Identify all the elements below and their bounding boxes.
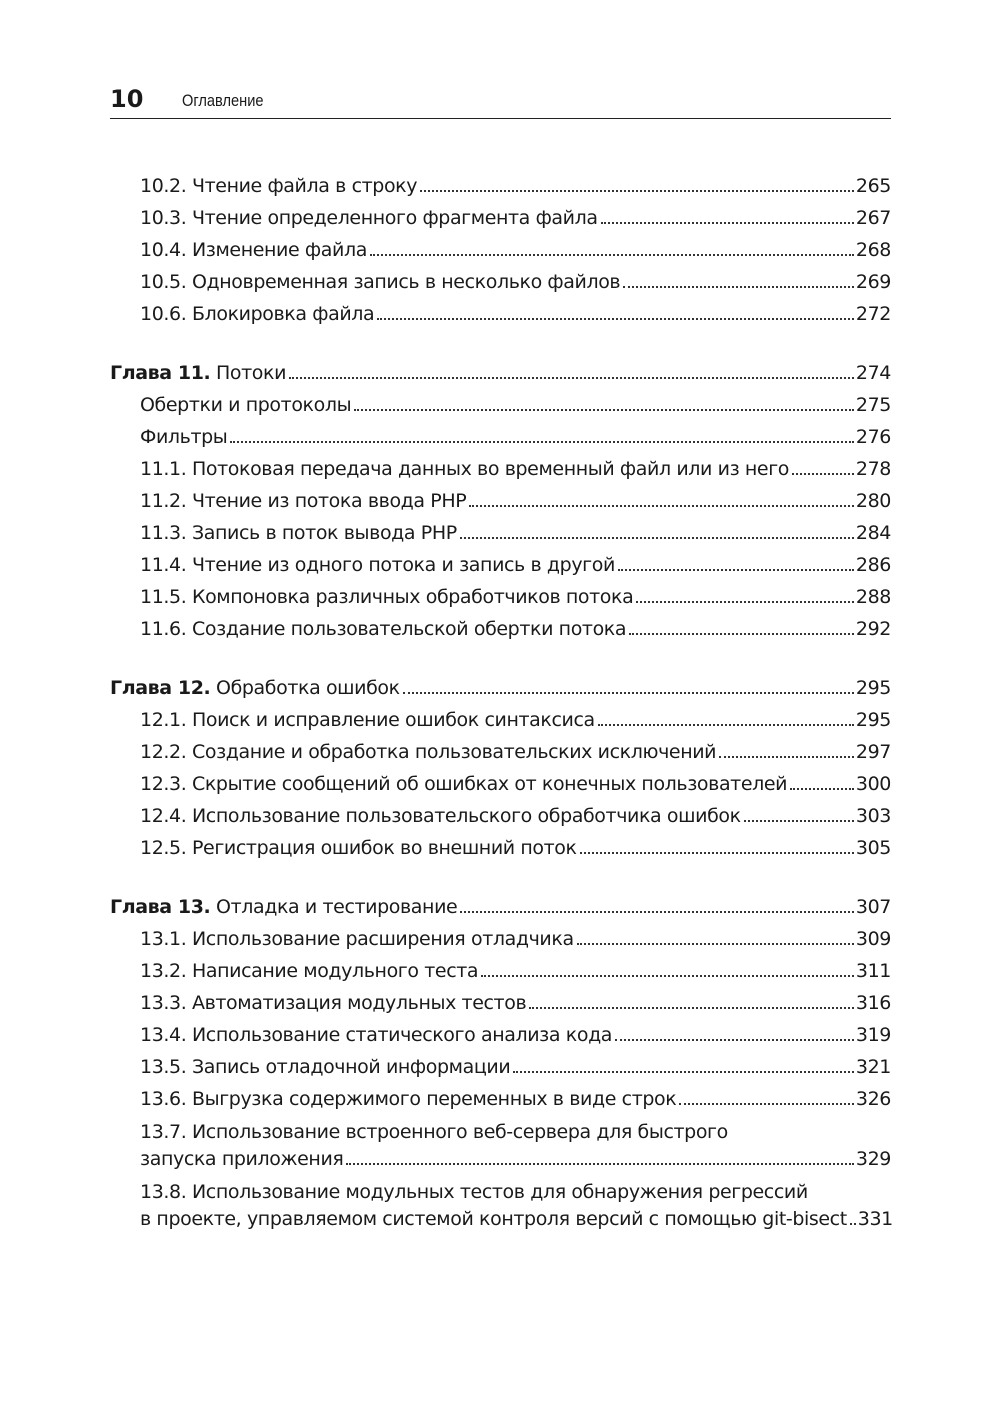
dot-leader xyxy=(289,377,854,379)
chapter-name: Обработка ошибок xyxy=(216,677,400,699)
toc-entry-title: 12.4. Использование пользовательского обработчика ошибок xyxy=(140,805,741,827)
toc-entry[interactable] xyxy=(110,701,891,733)
toc-entry-title: 13.5. Запись отладочной информации xyxy=(140,1056,511,1078)
toc-entry-title: 13.1. Использование расширения отладчика xyxy=(140,928,574,950)
toc-entry-page: 286 xyxy=(855,554,891,576)
dot-leader xyxy=(230,441,854,443)
toc-entry-title: 12.2. Создание и обработка пользовательских исключений xyxy=(140,741,717,763)
dot-leader xyxy=(460,911,854,913)
toc-entry-title: 10.2. Чтение файла в строку xyxy=(140,175,418,197)
dot-leader xyxy=(850,1223,856,1225)
toc-entry-page: 307 xyxy=(855,896,891,918)
dot-leader xyxy=(792,473,854,475)
toc-entry-title-line2: в проекте, управляемом системой контроля версий с помощью git-bisect xyxy=(140,1208,847,1230)
toc-entry-page: 295 xyxy=(855,677,891,699)
table-of-contents xyxy=(110,167,891,1232)
toc-entry-page: 267 xyxy=(855,207,891,229)
toc-entry-title: 11.4. Чтение из одного потока и запись в другой xyxy=(140,554,615,576)
toc-entry-page: 316 xyxy=(855,992,891,1014)
toc-entry-title: 13.3. Автоматизация модульных тестов xyxy=(140,992,527,1014)
toc-entry[interactable] xyxy=(110,1016,891,1048)
dot-leader xyxy=(636,601,854,603)
toc-entry-title: 10.4. Изменение файла xyxy=(140,239,367,261)
toc-entry-title: 11.3. Запись в поток вывода PHP xyxy=(140,522,457,544)
dot-leader xyxy=(469,505,854,507)
toc-entry-page: 274 xyxy=(855,362,891,384)
dot-leader xyxy=(420,190,854,192)
toc-entry-page: 297 xyxy=(855,741,891,763)
toc-chapter-13[interactable] xyxy=(110,888,891,920)
toc-entry-page: 303 xyxy=(855,805,891,827)
toc-entry-page: 276 xyxy=(855,426,891,448)
toc-entry-title: 11.6. Создание пользовательской обертки потока xyxy=(140,618,627,640)
toc-entry[interactable] xyxy=(110,1048,891,1080)
toc-entry[interactable] xyxy=(110,482,891,514)
dot-leader xyxy=(719,756,854,758)
section-gap xyxy=(110,642,891,669)
toc-entry-title: Фильтры xyxy=(140,426,228,448)
toc-entry[interactable] xyxy=(110,263,891,295)
toc-entry[interactable] xyxy=(110,765,891,797)
toc-entry[interactable] xyxy=(110,450,891,482)
toc-entry-title: 12.3. Скрытие сообщений об ошибках от конечных пользователей xyxy=(140,773,788,795)
toc-entry-title: 10.5. Одновременная запись в несколько файлов xyxy=(140,271,621,293)
dot-leader xyxy=(629,633,854,635)
toc-entry-title: 10.3. Чтение определенного фрагмента файла xyxy=(140,207,598,229)
running-header xyxy=(110,84,891,119)
toc-entry-page: 295 xyxy=(855,709,891,731)
toc-entry-page: 305 xyxy=(855,837,891,859)
dot-leader xyxy=(790,788,854,790)
dot-leader xyxy=(346,1163,853,1165)
toc-entry-page: 280 xyxy=(855,490,891,512)
toc-entry-page: 288 xyxy=(855,586,891,608)
toc-chapter-title xyxy=(110,360,286,386)
dot-leader xyxy=(618,569,854,571)
toc-entry-page: 272 xyxy=(855,303,891,325)
chapter-label: Глава 11. xyxy=(110,362,211,384)
toc-entry-page: 326 xyxy=(855,1088,891,1110)
toc-entry-title: 11.2. Чтение из потока ввода PHP xyxy=(140,490,467,512)
toc-chapter-11[interactable] xyxy=(110,354,891,386)
toc-entry[interactable] xyxy=(110,1080,891,1112)
toc-entry[interactable] xyxy=(110,514,891,546)
toc-entry-title: 11.5. Компоновка различных обработчиков потока xyxy=(140,586,634,608)
toc-entry-page: 265 xyxy=(855,175,891,197)
dot-leader xyxy=(460,537,854,539)
toc-entry-page: 319 xyxy=(855,1024,891,1046)
toc-entry-title-line1: 13.7. Использование встроенного веб-сервера для быстрого xyxy=(140,1121,728,1143)
toc-entry[interactable] xyxy=(110,829,891,861)
toc-entry-title: 11.1. Потоковая передача данных во временный файл или из него xyxy=(140,458,790,480)
toc-entry-title: 13.2. Написание модульного теста xyxy=(140,960,479,982)
toc-chapter-title xyxy=(110,675,400,701)
chapter-name: Отладка и тестирование xyxy=(216,896,458,918)
page-number: 10 xyxy=(110,85,144,113)
toc-entry[interactable] xyxy=(110,610,891,642)
toc-entry[interactable] xyxy=(110,199,891,231)
dot-leader xyxy=(529,1007,854,1009)
toc-entry[interactable] xyxy=(110,920,891,952)
section-gap xyxy=(110,861,891,888)
toc-entry-multiline[interactable] xyxy=(110,1172,891,1232)
dot-leader xyxy=(370,254,854,256)
toc-chapter-title xyxy=(110,894,457,920)
dot-leader xyxy=(513,1071,854,1073)
toc-entry-page: 329 xyxy=(855,1148,891,1170)
toc-entry-page: 275 xyxy=(855,394,891,416)
toc-entry[interactable] xyxy=(110,797,891,829)
toc-entry[interactable] xyxy=(110,546,891,578)
toc-entry-page: 269 xyxy=(855,271,891,293)
toc-entry-title: 13.6. Выгрузка содержимого переменных в виде строк xyxy=(140,1088,677,1110)
toc-entry-page: 300 xyxy=(855,773,891,795)
dot-leader xyxy=(615,1039,854,1041)
toc-entry[interactable] xyxy=(110,952,891,984)
toc-entry-title: 13.4. Использование статического анализа кода xyxy=(140,1024,613,1046)
toc-entry-page: 321 xyxy=(855,1056,891,1078)
dot-leader xyxy=(679,1103,854,1105)
dot-leader xyxy=(744,820,854,822)
toc-entry[interactable] xyxy=(110,984,891,1016)
dot-leader xyxy=(598,724,854,726)
toc-entry-page: 284 xyxy=(855,522,891,544)
section-gap xyxy=(110,327,891,354)
toc-entry-title: 12.5. Регистрация ошибок во внешний поток xyxy=(140,837,577,859)
toc-entry-page: 309 xyxy=(855,928,891,950)
toc-entry-page: 278 xyxy=(855,458,891,480)
toc-entry[interactable] xyxy=(110,231,891,263)
dot-leader xyxy=(403,692,854,694)
dot-leader xyxy=(623,286,854,288)
chapter-name: Потоки xyxy=(216,362,287,384)
toc-entry-multiline[interactable] xyxy=(110,1112,891,1172)
toc-chapter-12[interactable] xyxy=(110,669,891,701)
dot-leader xyxy=(377,318,854,320)
toc-entry-title: Обертки и протоколы xyxy=(140,394,352,416)
chapter-label: Глава 13. xyxy=(110,896,211,918)
toc-entry[interactable] xyxy=(110,167,891,199)
toc-entry-title: 10.6. Блокировка файла xyxy=(140,303,375,325)
dot-leader xyxy=(354,409,854,411)
running-title: Оглавление xyxy=(182,91,264,110)
toc-entry[interactable] xyxy=(110,578,891,610)
toc-entry[interactable] xyxy=(110,386,891,418)
dot-leader xyxy=(577,943,854,945)
dot-leader xyxy=(481,975,854,977)
toc-entry[interactable] xyxy=(110,295,891,327)
toc-entry-title-line2: запуска приложения xyxy=(140,1148,344,1170)
toc-entry-title-line1: 13.8. Использование модульных тестов для обнаружения регрессий xyxy=(140,1181,808,1203)
toc-entry-page: 268 xyxy=(855,239,891,261)
toc-entry-page: 331 xyxy=(857,1208,893,1230)
chapter-label: Глава 12. xyxy=(110,677,211,699)
toc-entry-page: 311 xyxy=(855,960,891,982)
dot-leader xyxy=(601,222,854,224)
toc-entry[interactable] xyxy=(110,733,891,765)
dot-leader xyxy=(580,852,854,854)
toc-entry[interactable] xyxy=(110,418,891,450)
toc-entry-page: 292 xyxy=(855,618,891,640)
toc-entry-title: 12.1. Поиск и исправление ошибок синтаксиса xyxy=(140,709,595,731)
